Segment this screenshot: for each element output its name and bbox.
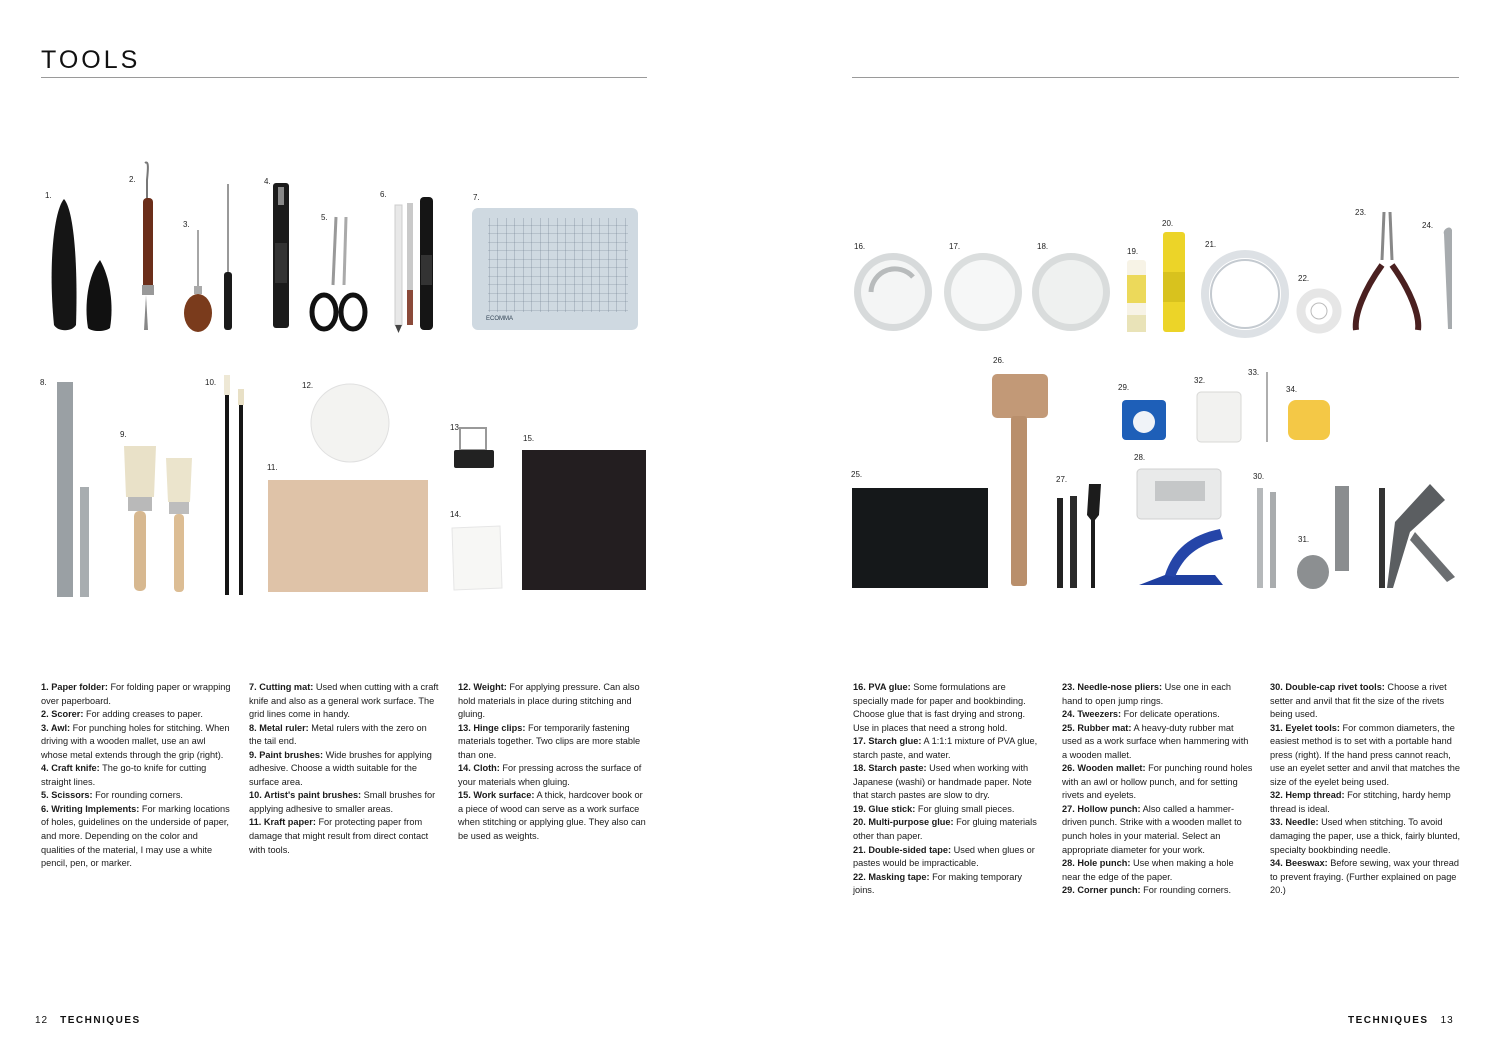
artists-brushes-image — [220, 375, 250, 600]
beeswax-image — [1286, 398, 1334, 444]
tool-entry: 13. Hinge clips: For temporarily fastening materials together. Two clips are more stable than one. — [458, 722, 641, 760]
photo-label-16: 16. — [854, 242, 866, 251]
tool-entry: 31. Eyelet tools: For common diameters, the easiest method is to set with a portable hand press (right). If the hand press cannot reach, use an eyelet setter and anvil that matches the size of the eyelet being used. — [1270, 722, 1460, 787]
tool-descriptions-col-1 — [41, 681, 234, 871]
writing-implements-image — [392, 195, 442, 335]
tweezers-image — [1440, 224, 1460, 334]
section-name-right: TECHNIQUES — [1348, 1015, 1429, 1026]
photo-label-31: 31. — [1298, 535, 1310, 544]
tool-entry: 33. Needle: Used when stitching. To avoid damaging the paper, use a thick, fairly blunted, specialty bookbinding needle. — [1270, 817, 1460, 855]
tool-descriptions-col-2 — [249, 681, 441, 857]
awl-image — [180, 180, 240, 335]
photo-label-22: 22. — [1298, 274, 1310, 283]
cutting-mat-brand: ECOMMA — [486, 316, 513, 322]
needle-nose-pliers-image — [1350, 210, 1425, 335]
photo-label-34: 34. — [1286, 385, 1298, 394]
footer-left — [35, 1015, 141, 1026]
tool-entry: 14. Cloth: For pressing across the surface of your materials when gluing. — [458, 763, 642, 787]
tool-entry: 16. PVA glue: Some formulations are specially made for paper and bookbinding. Choose glue that is fast drying and strong. Use in places that need a strong hold. — [853, 682, 1026, 733]
work-surface-image — [522, 450, 648, 593]
kraft-paper-image — [268, 480, 430, 595]
glue-stick-image — [1125, 260, 1150, 335]
tool-entry: 30. Double-cap rivet tools: Choose a rivet setter and anvil that fit the size of the rivets being used. — [1270, 682, 1447, 720]
photo-label-6: 6. — [380, 190, 387, 199]
tool-descriptions-col-5 — [1062, 681, 1254, 898]
photo-label-28: 28. — [1134, 453, 1146, 462]
tool-entry: 9. Paint brushes: Wide brushes for applying adhesive. Choose a width suitable for the surface area. — [249, 749, 432, 787]
photo-label-15: 15. — [523, 434, 535, 443]
hole-punch-image — [1135, 467, 1225, 525]
photo-label-18: 18. — [1037, 242, 1049, 251]
page-number-left: 12 — [35, 1015, 49, 1026]
cloth-image — [450, 524, 505, 594]
blue-punch-image — [1135, 525, 1230, 590]
tool-entry: 19. Glue stick: For gluing small pieces. — [853, 803, 1015, 814]
page-title: TOOLS — [41, 46, 141, 74]
photo-label-21: 21. — [1205, 240, 1217, 249]
photo-label-26: 26. — [993, 356, 1005, 365]
starch-glue-image — [943, 252, 1025, 334]
masking-tape-image — [1298, 290, 1340, 332]
tool-entry: 25. Rubber mat: A heavy-duty rubber mat used as a work surface when hammering with a wooden mallet. — [1062, 722, 1249, 760]
header-rule-left — [41, 77, 647, 78]
photo-label-4: 4. — [264, 177, 271, 186]
tool-descriptions-col-3 — [458, 681, 648, 844]
cutting-mat-image — [472, 208, 640, 332]
tool-entry: 2. Scorer: For adding creases to paper. — [41, 709, 203, 720]
metal-ruler-image — [55, 382, 95, 602]
tool-entry: 18. Starch paste: Used when working with Japanese (washi) or handmade paper. Note that starch pastes are slow to dry. — [853, 763, 1032, 801]
tool-descriptions-col-6 — [1270, 681, 1460, 898]
tool-entry: 15. Work surface: A thick, hardcover book or a piece of wood can serve as a work surface when stitching or applying glue. They also can be used as weights. — [458, 790, 646, 842]
eyelet-tools-image — [1295, 482, 1475, 594]
photo-label-27: 27. — [1056, 475, 1068, 484]
photo-label-23: 23. — [1355, 208, 1367, 217]
tool-entry: 22. Masking tape: For making temporary joins. — [853, 871, 1023, 896]
tool-entry: 20. Multi-purpose glue: For gluing materials other than paper. — [853, 817, 1037, 842]
photo-label-9: 9. — [120, 430, 127, 439]
double-sided-tape-image — [1203, 252, 1287, 336]
rubber-mat-image — [852, 488, 990, 590]
paint-brushes-image — [118, 442, 198, 597]
tool-entry: 23. Needle-nose pliers: Use one in each hand to open jump rings. — [1062, 682, 1232, 706]
photo-label-1: 1. — [45, 191, 52, 200]
photo-label-3: 3. — [183, 220, 190, 229]
tool-entry: 17. Starch glue: A 1:1:1 mixture of PVA glue, starch paste, and water. — [853, 736, 1038, 760]
corner-punch-image — [1120, 398, 1170, 443]
rivet-tools-image — [1254, 488, 1284, 593]
tool-entry: 7. Cutting mat: Used when cutting with a craft knife and also as a general work surface. The grid lines come in handy. — [249, 682, 439, 720]
tool-entry: 24. Tweezers: For delicate operations. — [1062, 709, 1220, 720]
wooden-mallet-image — [990, 372, 1050, 592]
tool-entry: 10. Artist's paint brushes: Small brushes for applying adhesive to smaller areas. — [249, 790, 436, 814]
photo-label-5: 5. — [321, 213, 328, 222]
photo-label-19: 19. — [1127, 247, 1139, 256]
footer-right — [1348, 1015, 1454, 1026]
photo-label-12: 12. — [302, 381, 314, 390]
hinge-clip-image — [452, 424, 497, 472]
paper-folder-image — [50, 195, 120, 335]
tool-entry: 27. Hollow punch: Also called a hammer-driven punch. Strike with a wooden mallet to punch holes in your material. Select an appropriate diameter for your work. — [1062, 803, 1242, 855]
page-number-right: 13 — [1440, 1015, 1454, 1026]
photo-label-24: 24. — [1422, 221, 1434, 230]
tool-entry: 34. Beeswax: Before sewing, wax your thread to prevent fraying. (Further explained on page 20.) — [1270, 858, 1459, 896]
photo-label-17: 17. — [949, 242, 961, 251]
photo-label-20: 20. — [1162, 219, 1174, 228]
tool-entry: 26. Wooden mallet: For punching round holes with an awl or hollow punch, and for setting rivets and eyelets. — [1062, 763, 1253, 801]
pva-glue-image — [853, 252, 935, 334]
photo-label-32: 32. — [1194, 376, 1206, 385]
tool-entry: 6. Writing Implements: For marking locations of holes, guidelines on the underside of paper, and more. Depending on the color and qualities of the material, I may use a white pencil, pen, or marker. — [41, 803, 230, 869]
tool-entry: 3. Awl: For punching holes for stitching. When driving with a wooden mallet, use an awl whose metal extends through the grip (right). — [41, 722, 230, 760]
photo-label-11: 11. — [267, 463, 278, 472]
hemp-thread-image — [1193, 390, 1245, 446]
scissors-image — [308, 215, 373, 335]
header-rule-right — [852, 77, 1459, 78]
needle-image — [1264, 372, 1270, 444]
photo-label-8: 8. — [40, 378, 47, 387]
tool-entry: 5. Scissors: For rounding corners. — [41, 790, 183, 801]
tool-entry: 11. Kraft paper: For protecting paper from damage that might result from direct contact with tools. — [249, 817, 429, 855]
tool-entry: 21. Double-sided tape: Used when glues or pastes would be impracticable. — [853, 844, 1035, 869]
photo-label-2: 2. — [129, 175, 136, 184]
photo-label-7: 7. — [473, 193, 480, 202]
photo-label-30: 30. — [1253, 472, 1265, 481]
tool-entry: 32. Hemp thread: For stitching, hardy hemp thread is ideal. — [1270, 790, 1451, 814]
tool-entry: 8. Metal ruler: Metal rulers with the zero on the tail end. — [249, 722, 427, 747]
tool-entry: 28. Hole punch: Use when making a hole near the edge of the paper. — [1062, 858, 1234, 882]
tool-descriptions-col-4 — [853, 681, 1043, 898]
section-name-left: TECHNIQUES — [60, 1015, 141, 1026]
tool-entry: 29. Corner punch: For rounding corners. — [1062, 885, 1232, 896]
multi-purpose-glue-image — [1158, 232, 1190, 334]
craft-knife-image — [270, 183, 295, 333]
starch-paste-image — [1031, 252, 1113, 334]
scorer-image — [135, 160, 165, 340]
photo-label-14: 14. — [450, 510, 462, 519]
tool-entry: 4. Craft knife: The go-to knife for cutting straight lines. — [41, 763, 207, 787]
tool-entry: 12. Weight: For applying pressure. Can also hold materials in place during stitching and gluing. — [458, 682, 640, 720]
photo-label-13: 13. — [450, 423, 462, 432]
hollow-punch-image — [1055, 480, 1115, 592]
photo-label-10: 10. — [205, 378, 217, 387]
photo-label-33: 33. — [1248, 368, 1260, 377]
photo-label-29: 29. — [1118, 383, 1130, 392]
weight-image — [309, 382, 393, 466]
photo-label-25: 25. — [851, 470, 863, 479]
tool-entry: 1. Paper folder: For folding paper or wrapping over paperboard. — [41, 682, 231, 706]
